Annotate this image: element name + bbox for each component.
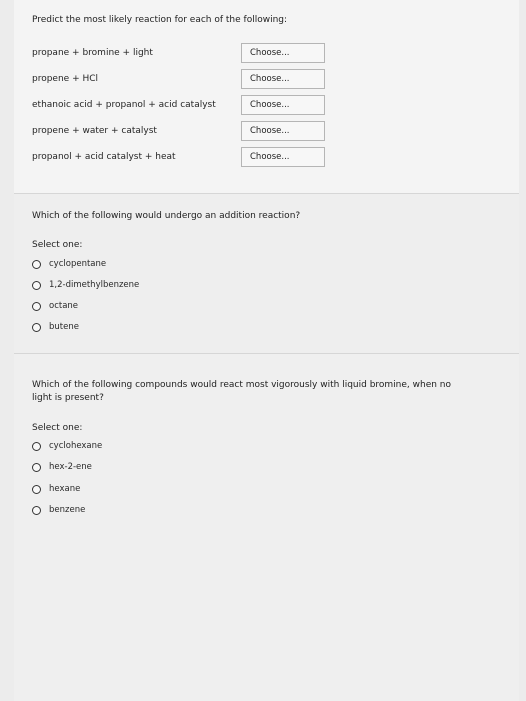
option-label: benzene: [49, 505, 86, 515]
answer-option[interactable]: [32, 505, 85, 515]
choose-dropdown-3[interactable]: Choose...: [241, 95, 325, 115]
match-row-label: propene + HCl: [32, 74, 99, 84]
match-row-label: propene + water + catalyst: [32, 126, 157, 136]
question-2-panel: [14, 193, 519, 354]
radio-button[interactable]: [32, 302, 41, 311]
choose-dropdown-2[interactable]: Choose...: [241, 69, 325, 89]
question-3-prompt-line-1: Which of the following compounds would react most vigorously with liquid bromine, when no: [32, 380, 452, 390]
choose-dropdown-1[interactable]: Choose...: [241, 43, 325, 63]
answer-option[interactable]: [32, 259, 106, 269]
match-row-label: ethanoic acid + propanol + acid catalyst: [32, 100, 216, 110]
option-label: octane: [49, 301, 79, 311]
match-row-label: propanol + acid catalyst + heat: [32, 152, 176, 162]
select-one-label: Select one:: [32, 240, 83, 250]
select-one-label: Select one:: [32, 423, 83, 433]
option-label: hexane: [49, 484, 81, 494]
radio-button[interactable]: [32, 281, 41, 290]
answer-option[interactable]: [32, 280, 139, 290]
radio-button[interactable]: [32, 463, 41, 472]
option-label: butene: [49, 322, 79, 332]
question-3-panel: [14, 353, 519, 701]
option-label: hex-2-ene: [49, 462, 92, 472]
answer-option[interactable]: [32, 484, 80, 494]
question-3-prompt-line-2: light is present?: [32, 393, 104, 403]
question-1-panel: [14, 0, 519, 193]
radio-button[interactable]: [32, 323, 41, 332]
option-label: cyclohexane: [49, 441, 103, 451]
answer-option[interactable]: [32, 441, 102, 451]
answer-option[interactable]: [32, 462, 92, 472]
radio-button[interactable]: [32, 260, 41, 269]
radio-button[interactable]: [32, 485, 41, 494]
option-label: cyclopentane: [49, 259, 107, 269]
radio-button[interactable]: [32, 442, 41, 451]
radio-button[interactable]: [32, 506, 41, 515]
question-2-prompt: Which of the following would undergo an addition reaction?: [32, 211, 301, 221]
answer-option[interactable]: [32, 301, 78, 311]
match-row-label: propane + bromine + light: [32, 48, 153, 58]
answer-option[interactable]: [32, 322, 79, 332]
choose-dropdown-4[interactable]: Choose...: [241, 121, 325, 141]
option-label: 1,2-dimethylbenzene: [49, 280, 140, 290]
choose-dropdown-5[interactable]: Choose...: [241, 147, 325, 167]
question-1-prompt: Predict the most likely reaction for each of the following:: [32, 15, 288, 25]
